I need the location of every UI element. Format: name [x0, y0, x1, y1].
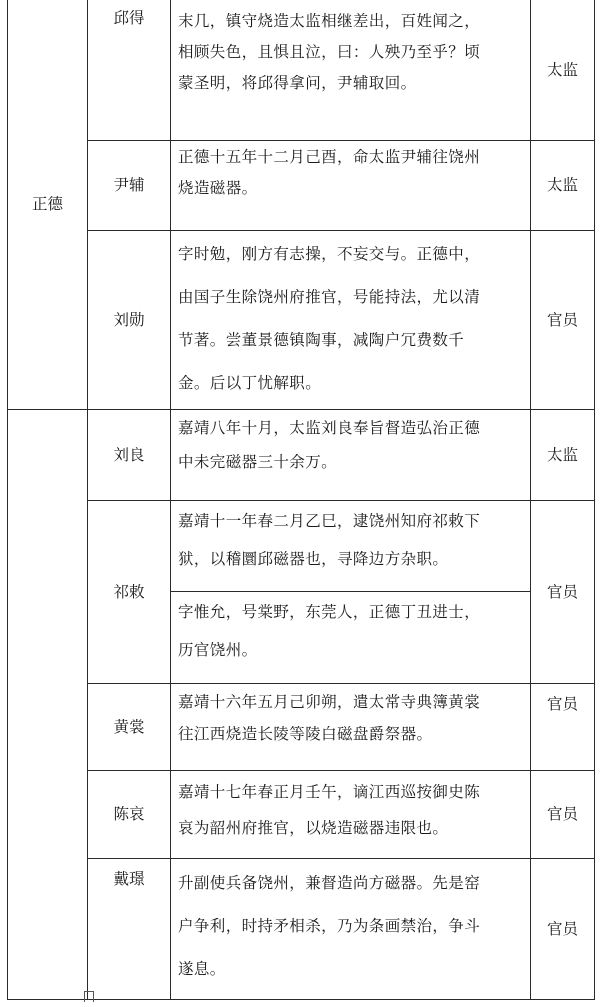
name-cell: 邱得 [113, 8, 145, 27]
role-cell: 官员 [546, 694, 578, 713]
text-cell: 嘉靖十六年五月己卯朔，遣太常寺典簿黄裳 往江西烧造长陵等陵白磁盘爵祭器。 [178, 693, 481, 743]
name-cell: 尹辅 [113, 176, 145, 194]
role-cell: 官员 [546, 805, 578, 823]
name-cell: 戴璟 [113, 869, 145, 888]
role-cell: 官员 [546, 582, 578, 601]
reign-cell [8, 410, 87, 999]
text-cell: 升副使兵备饶州，兼督造尚方磁器。先是窑 户争利，时持矛相杀，乃为条画禁治，争斗 遂息。 [178, 874, 481, 978]
role-cell: 太监 [546, 176, 578, 194]
subrow-divider [170, 591, 531, 592]
name-cell: 黄裳 [113, 717, 145, 736]
paragraph-mark-icon [84, 991, 94, 1002]
text-cell: 末几，镇守烧造太监相继差出，百姓闻之， 相顾失色，且惧且泣，曰：人殃乃至乎？顷 蒙圣明，将邱得拿问，尹辅取回。 [178, 12, 481, 92]
name-cell: 陈哀 [113, 805, 145, 823]
name-cell: 刘良 [113, 445, 145, 464]
text-cell: 嘉靖十七年春正月壬午，谪江西巡按御史陈 哀为韶州府推官，以烧造磁器违限也。 [178, 783, 481, 837]
reign-label: 正德 [31, 195, 63, 213]
name-cell: 祁敕 [113, 582, 145, 601]
border-bottom [7, 999, 595, 1000]
text-cell: 正德十五年十二月己酉，命太监尹辅往饶州 烧造磁器。 [178, 148, 481, 197]
role-cell: 太监 [546, 60, 578, 79]
role-cell: 官员 [546, 919, 578, 938]
role-cell: 官员 [546, 310, 578, 329]
text-cell: 嘉靖十一年春二月乙巳，逮饶州知府祁敕下 狱，以稽圜邱磁器也，寻降边方杂职。 [178, 512, 481, 568]
name-cell: 刘勋 [113, 310, 145, 329]
text-cell: 字惟允，号棠野，东莞人，正德丁丑进士， 历官饶州。 [178, 603, 481, 659]
reign-cell [8, 0, 87, 409]
text-cell: 字时勉，刚方有志操，不妄交与。正德中， 由国子生除饶州府推官，号能持法，尤以清 节著。尝董景德镇陶事，减陶户冗费数千 金。后以丁忧解职。 [178, 245, 481, 392]
text-cell: 嘉靖八年十月，太监刘良奉旨督造弘治正德 中未完磁器三十余万。 [178, 419, 481, 471]
role-cell: 太监 [546, 445, 578, 464]
